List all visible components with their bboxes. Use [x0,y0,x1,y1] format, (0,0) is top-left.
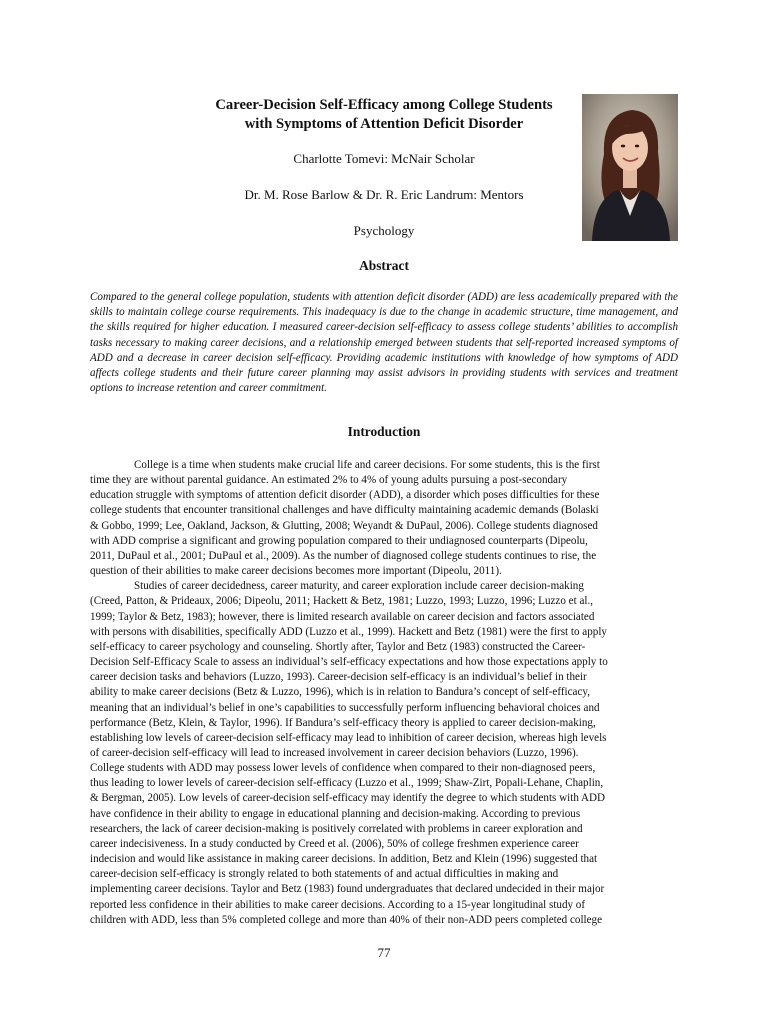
intro-line: reported less confidence in their abilities to make career decisions. According to a 15-year longitudinal study of [90,898,586,911]
intro-line: career-decision self-efficacy is strongly related to both statements of and actual difficulties in making and [90,868,559,881]
intro-line: question of their abilities to make career decisions becomes more important (Dipeolu, 2011). [90,565,502,578]
intro-line: indecision and would like assistance in making career decisions. In addition, Betz and Klein (1996) suggested that [90,853,598,866]
intro-line: establishing low levels of career-decision self-efficacy may lead to inhibition of career decision, whereas high levels [90,731,607,744]
intro-line: college students that encounter transitional challenges and have difficulty maintaining academic demands (Bolaski [90,504,599,517]
author-portrait-photo [582,94,678,241]
intro-line: 1999; Taylor & Betz, 1983); however, there is limited research available on career decision and factors associated [90,610,595,623]
intro-line: 2011, DuPaul et al., 2001; DuPaul et al., 2009). As the number of diagnosed college students continues to rise, the [90,549,597,562]
intro-line: education struggle with symptoms of attention deficit disorder (ADD), a disorder which poses difficulties for these [90,489,600,502]
intro-line: Studies of career decidedness, career maturity, and career exploration include career decision-making [134,580,584,593]
page-number: 77 [377,945,391,960]
intro-line: thus leading to lower levels of career-decision self-efficacy (Luzzo et al., 1999; Shaw-Zirt, Popali-Lehane, Chaplin, [90,777,604,790]
intro-line: of career-decision self-efficacy will lead to increased involvement in career decision behaviors (Luzzo, 1996). [90,746,579,759]
intro-line: performance (Betz, Klein, & Taylor, 1996). If Bandura’s self-efficacy theory is applied to career decision-making, [90,716,596,729]
intro-line: with persons with disabilities, specifically ADD (Luzzo et al., 1999). Hackett and Betz (1981) were the first to apply [90,625,607,638]
author-line: Charlotte Tomevi: McNair Scholar [293,151,475,166]
intro-line: meaning that an individual’s belief in one’s capabilities to successfully perform influencing behavioral choices and [90,701,600,714]
abstract-heading: Abstract [359,258,409,273]
intro-line: researchers, the lack of career decision-making is positively correlated with problems in career exploration and [90,822,583,835]
introduction-heading: Introduction [347,424,421,439]
department-line: Psychology [353,223,415,238]
intro-line: & Gobbo, 1999; Lee, Oakland, Jackson, & Glutting, 2008; Weyandt & DuPaul, 2006). College students diagnosed [90,519,598,532]
title-line-1: Career-Decision Self-Efficacy among College Students [215,97,553,113]
intro-line: ability to make career decisions (Betz & Luzzo, 1996), which is in relation to Bandura’s concept of self-efficacy, [90,686,590,699]
introduction-body [90,458,678,928]
intro-line: College students with ADD may possess lower levels of confidence when compared to their non-diagnosed peers, [90,762,596,775]
intro-line: career indecisiveness. In a study conducted by Creed et al. (2006), 50% of college freshmen experience career [90,837,579,850]
abstract-text: Compared to the general college population, students with attention deficit disorder (ADD) are less academically prepared with the skills to maintain college course requirements. This inadequacy is due to the change in academic structure, time management, and the skills required for higher education. I measured career-decision self-efficacy to assess college students’ abilities to accomplish tasks necessary to making career decisions, and a relationship emerged between students that self-reported increased symptoms of ADD and a decrease in career decision self-efficacy. Providing academic institutions with knowledge of how symptoms of ADD affects college students and their future career planning may assist advisors in providing students with services and treatment options to increase retention and career commitment. [90,291,678,395]
intro-line: time they are without parental guidance. An estimated 2% to 4% of young adults pursuing a post-secondary [90,474,568,487]
intro-line: Decision Self-Efficacy Scale to assess an individual’s self-efficacy expectations and how those expectations apply to [90,656,608,669]
intro-line: have confidence in their ability to engage in educational planning and decision-making. According to previous [90,807,581,820]
intro-line: children with ADD, less than 5% completed college and more than 40% of their non-ADD peers completed college [90,913,603,926]
mentors-line: Dr. M. Rose Barlow & Dr. R. Eric Landrum: Mentors [244,187,524,202]
intro-line: College is a time when students make crucial life and career decisions. For some students, this is the first [134,459,600,471]
intro-line: (Creed, Patton, & Prideaux, 2006; Dipeolu, 2011; Hackett & Betz, 1981; Luzzo, 1993; Luzzo, 1996; Luzzo et al., [90,595,594,608]
title-line-2: with Symptoms of Attention Deficit Disorder [244,116,524,132]
intro-line: implementing career decisions. Taylor and Betz (1983) found undergraduates that declared undecided in their major [90,883,605,896]
intro-line: & Bergman, 2005). Low levels of career-decision self-efficacy may identify the degree to which students with ADD [90,792,606,805]
intro-line: self-efficacy to career psychology and counseling. Shortly after, Taylor and Betz (1983) constructed the Career- [90,640,586,653]
intro-line: with ADD comprise a significant and growing population compared to their undiagnosed counterparts (Dipeolu, [90,534,588,547]
intro-line: career decision tasks and behaviors (Luzzo, 1993). Career-decision self-efficacy is an individual’s belief in their [90,671,587,684]
